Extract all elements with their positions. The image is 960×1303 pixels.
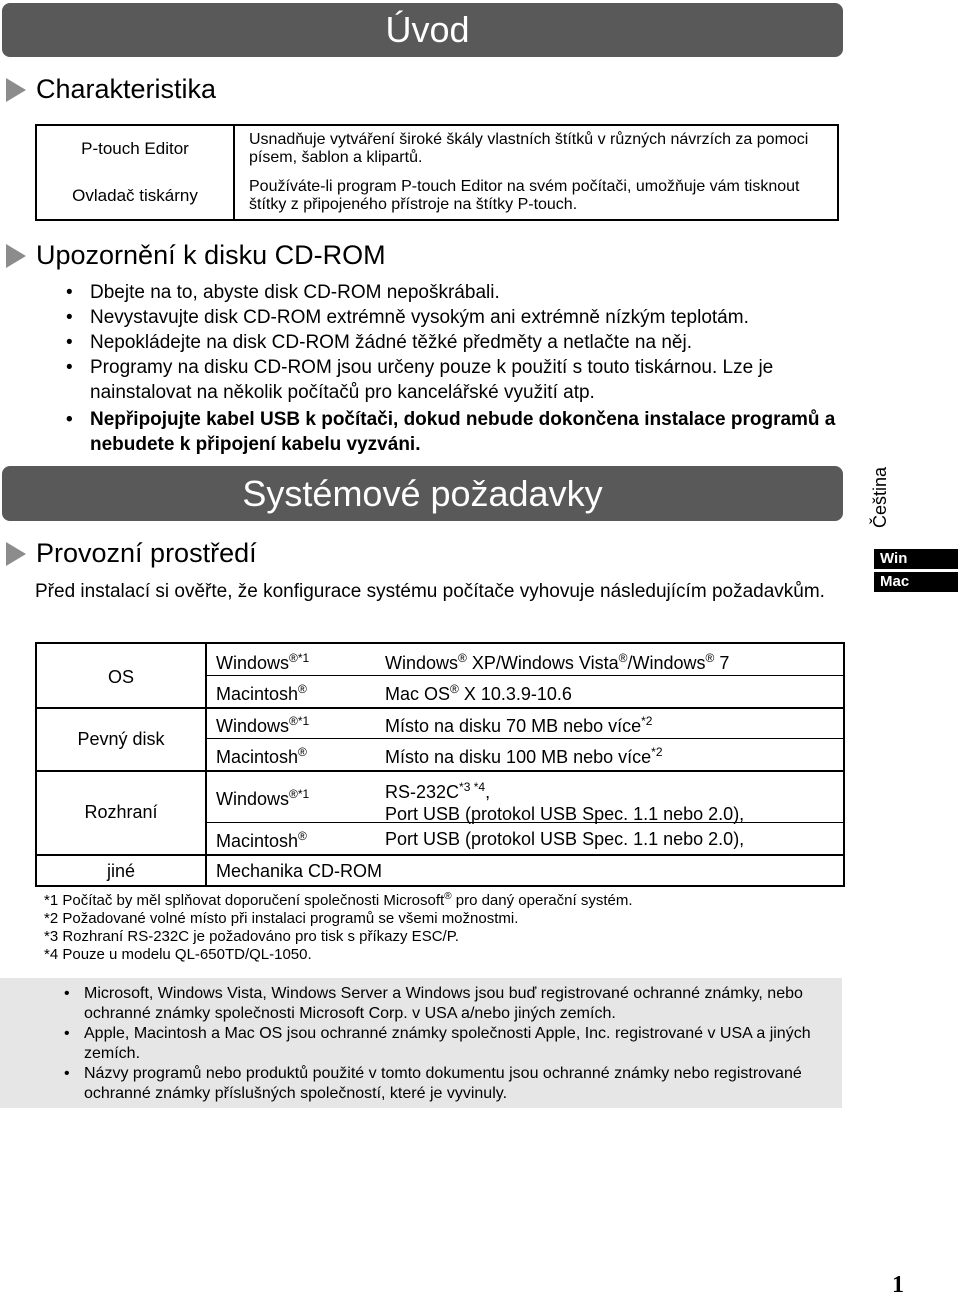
environment-title: Provozní prostředí: [36, 538, 257, 568]
feature-label: Ovladač tiskárny: [36, 173, 234, 221]
feature-text: Používáte-li program P-touch Editor na svém počítači, umožňuje vám tisknout štítky z připojeného přístroje na štítky P-touch.: [249, 177, 800, 213]
footnotes: [44, 888, 633, 964]
other-label: jiné: [106, 861, 136, 881]
list-item: • Názvy programů nebo produktů použité v tomto dokumentu jsou ochranné známky nebo registrované ochranné známky příslušných společností, které je vyvinuly.: [64, 1064, 834, 1104]
sysreq-banner: [2, 466, 843, 521]
interface-windows-value: $RS-232C^{*3 *4}$, Port USB (protokol USB Spec. 1.1 nebo 2.0),: [385, 780, 745, 824]
os-mac-value: Mac OS® X 10.3.9-10.6: [385, 682, 572, 704]
disk-windows-value: Místo na disku 70 MB nebo více$^{*2}$: [385, 714, 653, 736]
footnote-2: *2 Požadované volné místo při instalaci programů se všemi možnostmi.: [44, 910, 519, 927]
interface-mac: Macintosh®: [216, 829, 307, 851]
characteristics-title: Charakteristika: [36, 74, 217, 104]
language-label: Čeština: [870, 466, 891, 529]
disk-windows: Windows$^{®*1}$: [216, 714, 310, 736]
list-item: • Dbejte na to, abyste disk CD-ROM nepoškrábali.: [66, 280, 836, 305]
intro-banner-title: Úvod: [385, 9, 470, 50]
footnote-3: *3 Rozhraní RS-232C je požadováno pro tisk s příkazy ESC/P.: [44, 928, 459, 945]
characteristics-heading: [0, 74, 216, 105]
list-item: • Nevystavujte disk CD-ROM extrémně vysokým ani extrémně nízkým teplotám.: [66, 305, 836, 330]
trademark-list: [64, 984, 834, 1104]
disk-mac: Macintosh®: [216, 745, 307, 767]
interface-windows: Windows$^{®*1}$: [216, 787, 310, 809]
list-item: • Nepřipojujte kabel USB k počítači, dokud nebude dokončena instalace programů a nebudete k připojení kabelu vyzváni.: [66, 407, 836, 457]
arrow-right-icon: [6, 78, 26, 102]
list-item: • Programy na disku CD-ROM jsou určeny pouze k použití s touto tiskárnou. Lze je nainstalovat na několik počítačů pro kancelářské využití atp.: [66, 355, 836, 405]
os-windows-value: Windows® XP/Windows Vista®/Windows® 7: [385, 651, 730, 673]
list-item: • Apple, Macintosh a Mac OS jsou ochranné známky společnosti Apple, Inc. registrované v USA a jiných zemích.: [64, 1024, 834, 1064]
footnote-4: *4 Pouze u modelu QL-650TD/QL-1050.: [44, 946, 312, 963]
sysreq-banner-title: Systémové požadavky: [242, 473, 603, 514]
arrow-right-icon: [6, 542, 26, 566]
trademark-notice: [0, 978, 842, 1108]
os-mac: Macintosh®: [216, 682, 307, 704]
disk-label: Pevný disk: [77, 729, 165, 749]
environment-intro: Před instalací si ověřte, že konfigurace systému počítače vyhovuje následujícím požadavkům.: [35, 581, 825, 602]
feature-text: Usnadňuje vytváření široké škály vlastních štítků v různých návrzích za pomoci písem, šablon a klipartů.: [249, 131, 809, 167]
interface-mac-value: Port USB (protokol USB Spec. 1.1 nebo 2.0),: [385, 829, 745, 849]
feature-label: P-touch Editor: [36, 125, 234, 173]
table-row: [36, 125, 838, 173]
arrow-right-icon: [6, 244, 26, 268]
language-tab: [870, 465, 900, 537]
other-value: Mechanika CD-ROM: [216, 861, 383, 881]
win-tag: Win: [874, 549, 958, 569]
environment-heading: [0, 538, 257, 569]
os-label: OS: [107, 667, 134, 687]
page-number: 1: [892, 1272, 904, 1298]
cdrom-title: Upozornění k disku CD-ROM: [36, 240, 386, 270]
cdrom-heading: [0, 240, 386, 271]
cdrom-list: [66, 280, 836, 457]
mac-tag: Mac: [874, 572, 958, 592]
features-table: [35, 124, 839, 221]
interface-label: Rozhraní: [84, 802, 158, 822]
intro-banner: [2, 3, 843, 57]
os-windows: Windows$^{®*1}$: [216, 651, 310, 673]
list-item: • Nepokládejte na disk CD-ROM žádné těžké předměty a netlačte na něj.: [66, 330, 836, 355]
table-row: [36, 173, 838, 221]
list-item: • Microsoft, Windows Vista, Windows Server a Windows jsou buď registrované ochranné známky, nebo ochranné známky společnosti Microsoft Corp. v USA a/nebo jiných zemích.: [64, 984, 834, 1024]
requirements-table: [35, 642, 845, 887]
disk-mac-value: Místo na disku 100 MB nebo více$^{*2}$: [385, 745, 663, 767]
footnote-1: *1 Počítač by měl splňovat doporučení společnosti Microsoft® pro daný operační systém.: [44, 891, 633, 909]
